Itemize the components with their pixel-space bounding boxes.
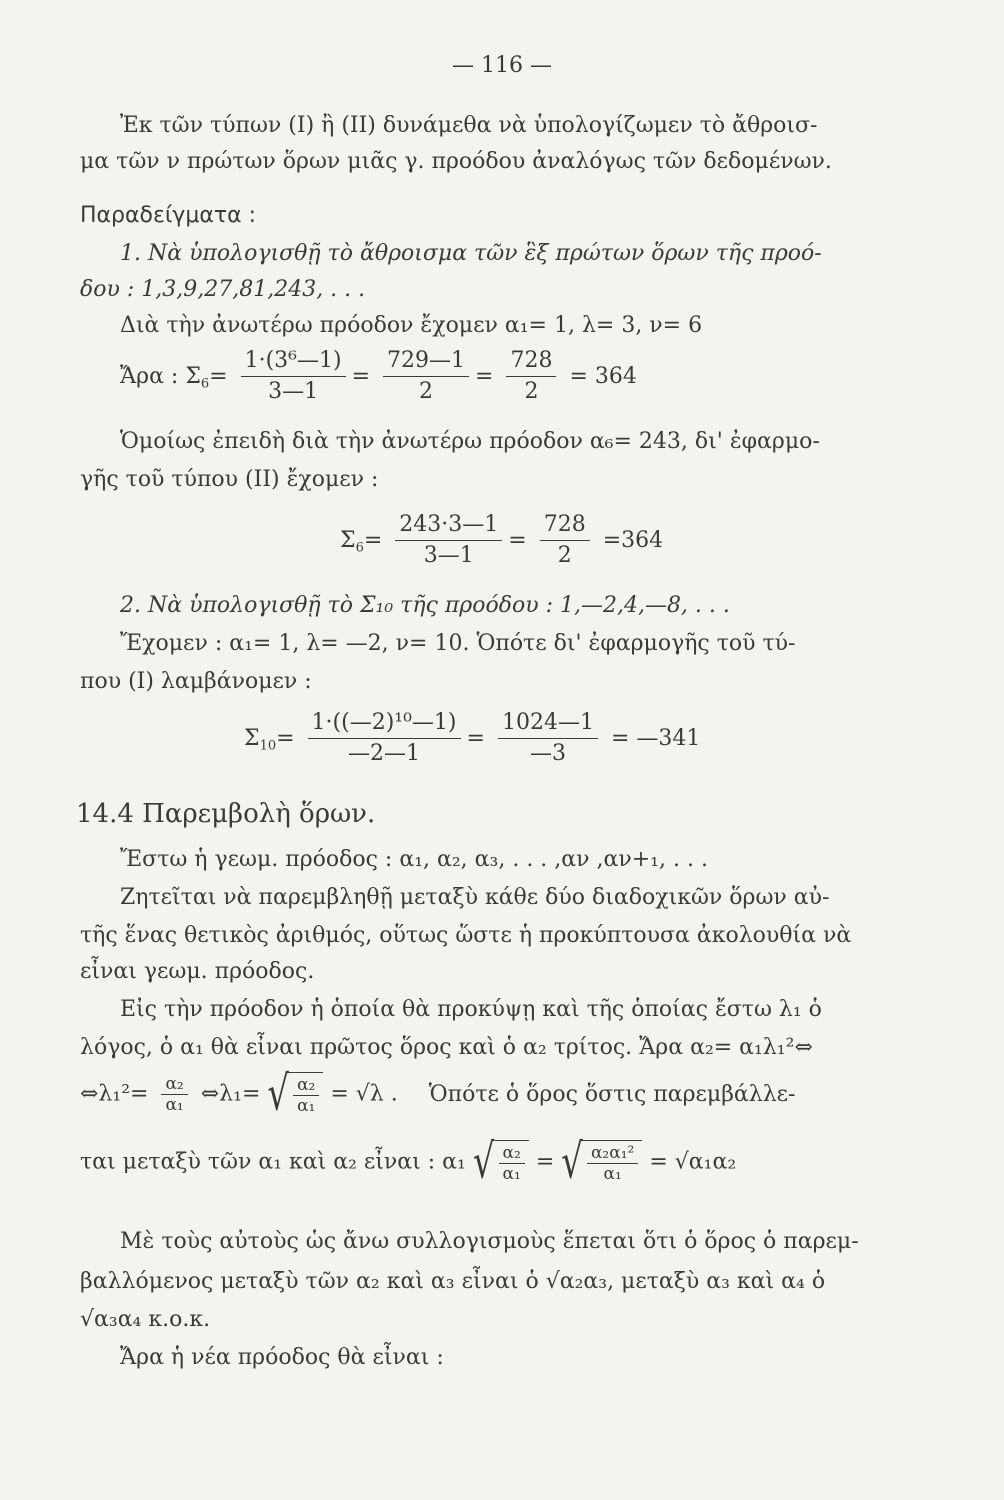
intro-line-2: μα τῶν ν πρώτων ὅρων μιᾶς γ. προόδου ἀναλόγως τῶν δεδομένων.: [80, 149, 832, 174]
section-line-8: βαλλόμενος μεταξὺ τῶν α₂ καὶ α₃ εἶναι ὁ √α₂α₃, μεταξὺ α₃ καὶ α₄ ὁ: [80, 1269, 826, 1294]
examples-heading: Παραδείγματα :: [80, 203, 256, 228]
example-1-line-3: Διὰ τὴν ἀνωτέρω πρόοδον ἔχομεν α₁= 1, λ= 3, ν= 6: [120, 313, 703, 338]
section-line-10: Ἄρα ἡ νέα πρόοδος θὰ εἶναι :: [120, 1345, 444, 1370]
intro-line-1: Ἐκ τῶν τύπων (Ι) ἢ (ΙΙ) δυνάμεθα νὰ ὑπολογίζωμεν τὸ ἄθροισ-: [120, 113, 818, 138]
fraction: $\frac{\text{1·(3⁶—1)}}{3—1}$: [241, 346, 346, 407]
equation-sum-6-b: $\Sigma_6=$ $\frac{243\cdot 3—1}{3—1}$ = $\frac{728}{2}$ =364: [340, 510, 663, 571]
equation-sum-6-a: Ἄρα : $\Sigma_6=$ $\frac{\text{1·(3⁶—1)}}{3—1}$ = $\frac{729—1}{2}$ = $\frac{728}{2}$ = 364: [120, 346, 637, 407]
page-number: — 116 —: [452, 53, 552, 78]
fraction: $\frac{\text{1·((—2)¹⁰—1)}}{—2—1}$: [308, 708, 461, 769]
example-1-line-5: γῆς τοῦ τύπου (ΙΙ) ἔχομεν :: [80, 467, 379, 492]
fraction: $\frac{\text{α₂}}{\text{α₁}}$: [161, 1074, 187, 1115]
square-root: √ $\frac{\text{α₂}}{\text{α₁}}$: [473, 1140, 529, 1184]
equation-lambda: ⇔λ₁²= $\frac{\text{α₂}}{\text{α₁}}$ ⇔λ₁= √ $\frac{\text{α₂}}{\text{α₁}}$ = √λ . Ὁπότε ὁ ὅρος ὅστις παρεμβάλλε-: [80, 1066, 796, 1122]
square-root: √ $\frac{\text{α₂}}{\text{α₁}}$: [267, 1072, 323, 1116]
example-1-line-4: Ὁμοίως ἐπειδὴ διὰ τὴν ἀνωτέρω πρόοδον α₆= 243, δι' ἐφαρμο-: [120, 429, 820, 454]
square-root: √ $\frac{\text{α₂α₁²}}{\text{α₁}}$: [561, 1140, 642, 1184]
section-line-2: Ζητεῖται νὰ παρεμβληθῇ μεταξὺ κάθε δύο διαδοχικῶν ὅρων αὐ-: [120, 885, 830, 910]
example-2-line-3: που (Ι) λαμβάνομεν :: [80, 669, 312, 694]
example-2-line-1: 2. Νὰ ὑπολογισθῇ τὸ Σ₁₀ τῆς προόδου : 1,—2,4,—8, . . .: [120, 593, 730, 618]
equation-interpolated-term: ται μεταξὺ τῶν α₁ καὶ α₂ εἶναι : α₁ √ $\frac{\text{α₂}}{\text{α₁}}$ = √ $\frac{\text{α₂α₁²}}{\text{α₁}}$ = √α₁α₂: [80, 1134, 737, 1190]
equation-sum-10: $\Sigma_{10}=$ $\frac{\text{1·((—2)¹⁰—1)}}{—2—1}$ = $\frac{1024—1}{—3}$ = —341: [244, 708, 700, 769]
section-line-9: √α₃α₄ κ.ο.κ.: [80, 1307, 211, 1332]
example-2-line-2: Ἔχομεν : α₁= 1, λ= —2, ν= 10. Ὁπότε δι' ἐφαρμογῆς τοῦ τύ-: [120, 631, 796, 656]
section-line-6: λόγος, ὁ α₁ θὰ εἶναι πρῶτος ὅρος καὶ ὁ α₂ τρίτος. Ἄρα α₂= α₁λ₁²⇔: [80, 1035, 813, 1060]
section-line-4: εἶναι γεωμ. πρόοδος.: [80, 959, 315, 984]
section-line-5: Εἰς τὴν πρόοδον ἡ ὁποία θὰ προκύψῃ καὶ τῆς ὁποίας ἔστω λ₁ ὁ: [120, 997, 822, 1022]
fraction: $\frac{1024—1}{—3}$: [498, 708, 598, 769]
fraction: $\frac{243\cdot 3—1}{3—1}$: [395, 510, 502, 571]
fraction: $\frac{728}{2}$: [540, 510, 590, 571]
section-line-3: τῆς ἕνας θετικὸς ἀριθμός, οὕτως ὥστε ἡ προκύπτουσα ἀκολουθία νὰ: [80, 923, 852, 948]
example-1-line-1: 1. Νὰ ὑπολογισθῇ τὸ ἄθροισμα τῶν ἓξ πρώτων ὅρων τῆς προό-: [120, 241, 822, 266]
section-line-1: Ἔστω ἡ γεωμ. πρόοδος : α₁, α₂, α₃, . . . ,αν ,αν+₁, . . .: [120, 847, 708, 872]
section-title: 14.4 Παρεμβολὴ ὅρων.: [76, 799, 376, 829]
section-line-7: Μὲ τοὺς αὐτοὺς ὡς ἄνω συλλογισμοὺς ἕπεται ὅτι ὁ ὅρος ὁ παρεμ-: [120, 1229, 859, 1254]
fraction: $\frac{729—1}{2}$: [383, 346, 469, 407]
example-1-line-2: δου : 1,3,9,27,81,243, . . .: [80, 277, 366, 302]
fraction: $\frac{728}{2}$: [506, 346, 556, 407]
